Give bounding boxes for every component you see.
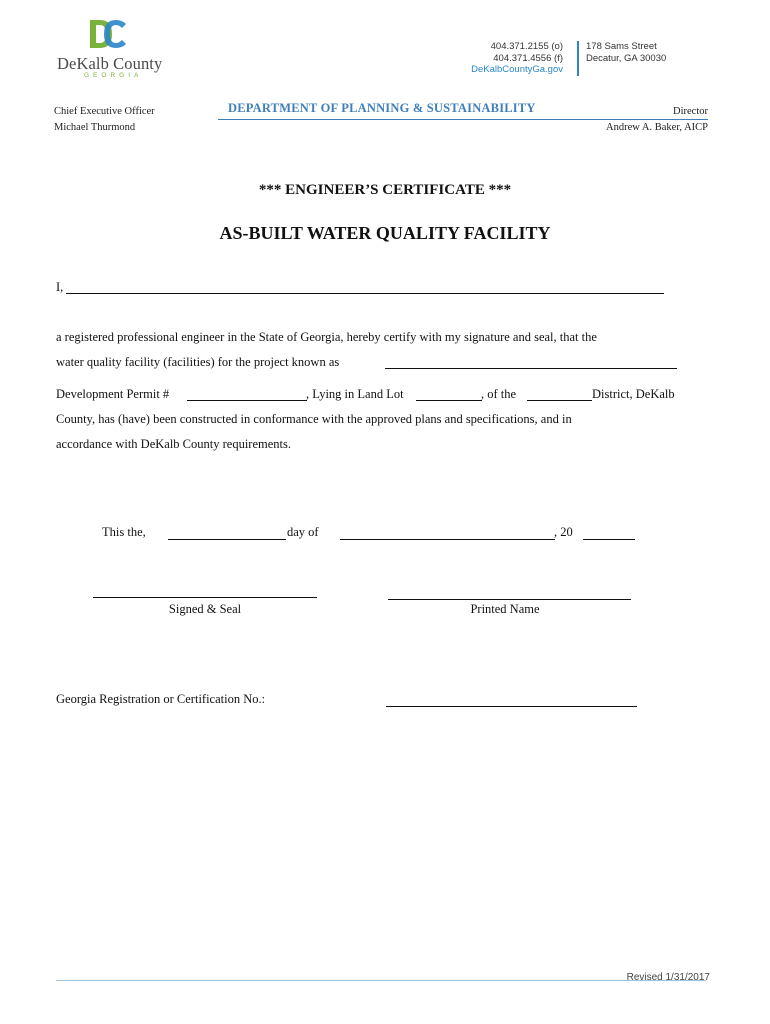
logo-state-name: GEORGIA xyxy=(84,72,143,79)
facility-title: AS-BUILT WATER QUALITY FACILITY xyxy=(219,223,551,243)
land-lot-field[interactable] xyxy=(416,400,482,401)
registration-label: Georgia Registration or Certification No.: xyxy=(56,692,266,706)
logo-county-name: DeKalb County xyxy=(57,54,163,73)
signed-seal-label: Signed & Seal xyxy=(168,602,242,616)
phone-office: 404.371.2155 (o) xyxy=(490,41,563,52)
of-the-label: , of the xyxy=(481,387,517,401)
website-link[interactable]: DeKalbCountyGa.gov xyxy=(471,64,563,75)
address-street: 178 Sams Street xyxy=(586,41,657,52)
address-city: Decatur, GA 30030 xyxy=(586,52,667,64)
revised-date: Revised 1/31/2017 xyxy=(626,972,710,983)
district-label: District, DeKalb xyxy=(592,387,675,401)
contact-address xyxy=(586,41,666,64)
contact-phones xyxy=(471,41,563,76)
dekalb-logo-icon xyxy=(88,18,128,50)
director-block xyxy=(606,104,708,136)
year-prefix: , 20 xyxy=(554,525,573,539)
cert-line-2: water quality facility (facilities) for the project known as xyxy=(56,355,340,369)
land-lot-label: , Lying in Land Lot xyxy=(306,387,404,401)
project-name-field[interactable] xyxy=(385,368,677,369)
cert-line-4: County, has (have) been constructed in conformance with the approved plans and specifications, and in xyxy=(56,412,572,426)
director-title: Director xyxy=(673,106,708,117)
contact-divider xyxy=(577,41,579,76)
ceo-name: Michael Thurmond xyxy=(54,122,136,133)
year-field[interactable] xyxy=(583,539,635,540)
permit-label: Development Permit # xyxy=(56,387,170,401)
ceo-title: Chief Executive Officer xyxy=(54,106,155,117)
certificate-title: *** ENGINEER’S CERTIFICATE *** xyxy=(258,182,512,198)
day-of-label: day of xyxy=(287,525,319,539)
permit-number-field[interactable] xyxy=(187,400,307,401)
printed-name-field[interactable] xyxy=(388,599,631,600)
ceo-block xyxy=(54,104,155,136)
i-prefix: I, xyxy=(56,280,64,294)
cert-line-1: a registered professional engineer in the State of Georgia, hereby certify with my signature and seal, that the xyxy=(56,330,597,344)
department-title: DEPARTMENT OF PLANNING & SUSTAINABILITY xyxy=(228,101,536,115)
day-field[interactable] xyxy=(168,539,286,540)
footer-divider xyxy=(56,980,706,981)
cert-line-5: accordance with DeKalb County requirements. xyxy=(56,437,291,451)
month-field[interactable] xyxy=(340,539,555,540)
district-field[interactable] xyxy=(527,400,592,401)
director-name: Andrew A. Baker, AICP xyxy=(606,122,708,133)
engineer-name-field[interactable] xyxy=(66,293,664,294)
printed-name-label: Printed Name xyxy=(470,602,540,616)
registration-field[interactable] xyxy=(386,706,637,707)
phone-fax: 404.371.4556 (f) xyxy=(493,52,563,64)
this-the-label: This the, xyxy=(102,525,146,539)
signature-field[interactable] xyxy=(93,597,317,598)
